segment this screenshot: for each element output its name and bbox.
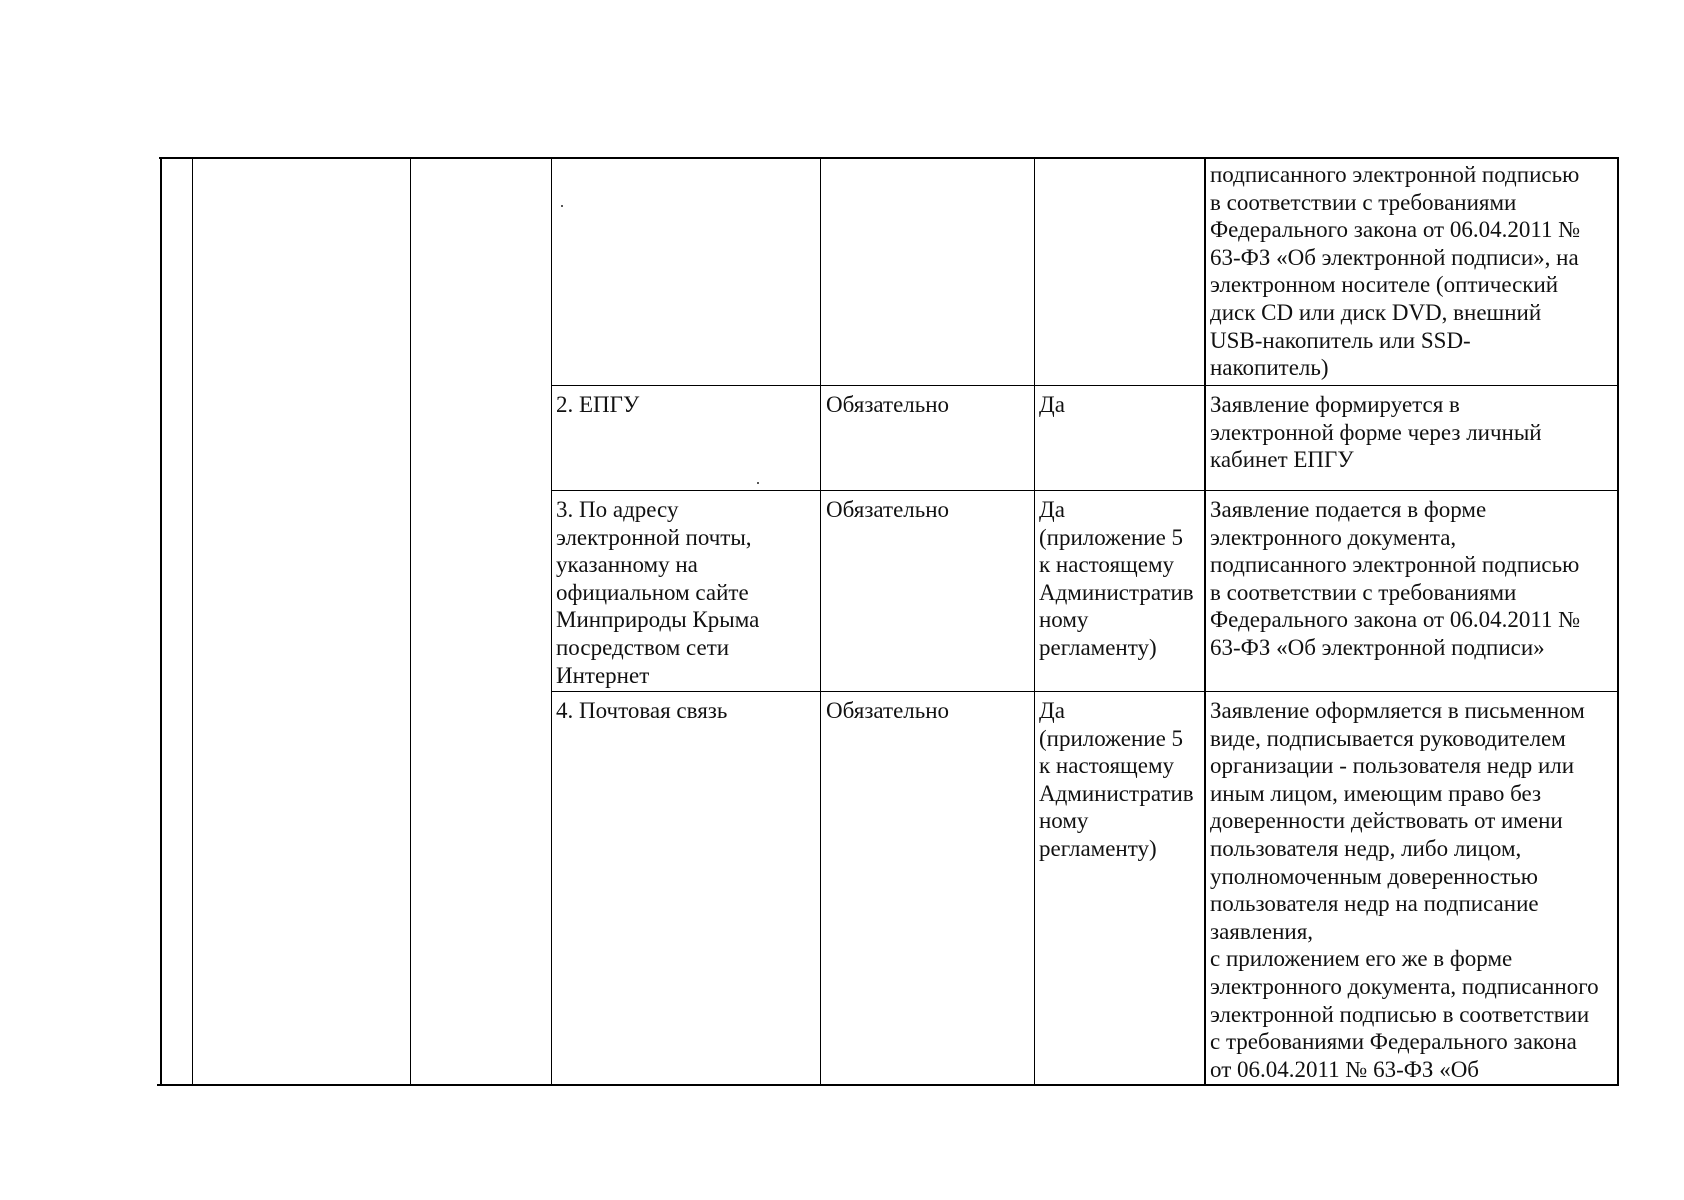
col-border-4 [820, 157, 821, 1086]
cell-required-epgu: Обязательно [826, 392, 950, 417]
cell-form-epgu: Да [1039, 392, 1065, 417]
col-border-7 [1617, 157, 1619, 1086]
scan-speck [757, 482, 759, 484]
row-separator-3 [551, 691, 1618, 692]
cell-note-epgu: Заявление формируется в электронной форме через личный кабинет ЕПГУ [1210, 392, 1542, 473]
row-separator-1 [551, 385, 1618, 386]
col-border-2 [410, 157, 411, 1086]
col-border-6 [1204, 157, 1206, 1086]
row-separator-2 [551, 490, 1618, 491]
cell-form-email: Да (приложение 5 к настоящему Административ ному регламенту) [1039, 497, 1194, 660]
cell-required-post: Обязательно [826, 698, 950, 723]
scan-speck [561, 205, 563, 207]
cell-method-epgu: 2. ЕПГУ [556, 392, 640, 417]
col-border-3 [551, 157, 552, 1086]
table-top-border [159, 157, 1618, 159]
cell-note-post: Заявление оформляется в письменном виде, подписывается руководителем организации - пользователя недр или иным лицом, имеющим право без доверенности действовать от имени пользователя недр, либо лицом, уполномоченным доверенностью пользователя недр на подписание заявления, с приложением его же в форме электронного документа, подписанного электронной подписью в соответствии с требованиями Федерального закона от 06.04.2011 № 63-ФЗ «Об [1210, 698, 1599, 1082]
cell-required-email: Обязательно [826, 497, 950, 522]
cell-note-continuation: подписанного электронной подписью в соответствии с требованиями Федерального закона от 06.04.2011 № 63-ФЗ «Об электронной подписи», на электронном носителе (оптический диск CD или диск DVD, внешний USB-накопитель или SSD- накопитель) [1210, 162, 1581, 381]
cell-method-post: 4. Почтовая связь [556, 698, 728, 723]
cell-method-email: 3. По адресу электронной почты, указанному на официальном сайте Минприроды Крыма посредством сети Интернет [556, 497, 760, 688]
cell-note-email: Заявление подается в форме электронного документа, подписанного электронной подписью в соответствии с требованиями Федерального закона от 06.04.2011 № 63-ФЗ «Об электронной подписи» [1210, 497, 1581, 660]
cell-form-post: Да (приложение 5 к настоящему Административ ному регламенту) [1039, 698, 1194, 861]
col-border-1 [192, 157, 193, 1086]
table-bottom-border [157, 1084, 1618, 1086]
col-border-5 [1034, 157, 1035, 1086]
col-border-0 [160, 157, 162, 1086]
